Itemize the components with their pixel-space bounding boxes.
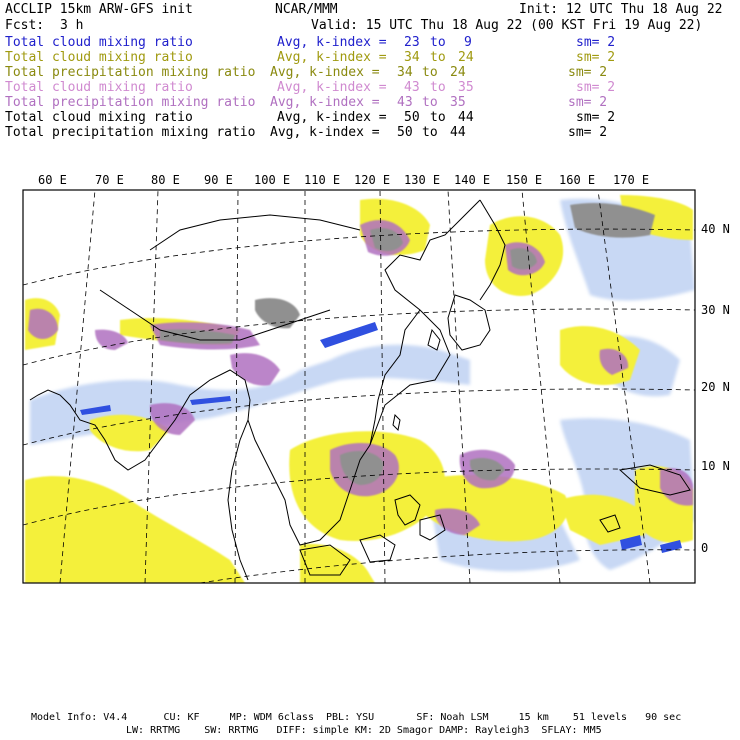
legend-k1: 34 (397, 65, 413, 80)
legend-sm: sm= 2 (568, 95, 608, 110)
legend-field: Total cloud mixing ratio (5, 110, 193, 125)
legend-to: to (430, 110, 446, 125)
lat-label: 10 N (701, 459, 730, 473)
legend-to: to (422, 95, 438, 110)
legend-k1: 23 (404, 35, 420, 50)
legend-k2: 35 (458, 80, 474, 95)
legend-k2: 44 (450, 125, 466, 140)
legend-sm: sm= 2 (568, 65, 608, 80)
latitude-labels (701, 222, 730, 555)
legend-k1: 34 (404, 50, 420, 65)
legend-avg: Avg, k-index = (270, 125, 380, 140)
fcst-value: 3 h (60, 18, 84, 33)
physics-info: LW: RRTMG SW: RRTMG DIFF: simple KM: 2D Smagor DAMP: Rayleigh3 SFLAY: MM5 (126, 725, 602, 736)
legend-to: to (430, 50, 446, 65)
lon-label: 80 E (151, 173, 180, 187)
lon-label: 170 E (613, 173, 650, 187)
model-title: ACCLIP 15km ARW-GFS init (5, 2, 193, 17)
legend-k2: 9 (464, 35, 472, 50)
lon-label: 160 E (559, 173, 596, 187)
legend-field: Total precipitation mixing ratio (5, 125, 256, 140)
lon-label: 130 E (404, 173, 441, 187)
legend-sm: sm= 2 (576, 50, 616, 65)
lat-label: 30 N (701, 303, 730, 317)
legend-to: to (430, 80, 446, 95)
lon-label: 60 E (38, 173, 67, 187)
lon-label: 90 E (204, 173, 233, 187)
legend-sm: sm= 2 (576, 80, 616, 95)
legend-avg: Avg, k-index = (270, 95, 380, 110)
legend-k1: 43 (397, 95, 413, 110)
valid-time: Valid: 15 UTC Thu 18 Aug 22 (00 KST Fri 19 Aug 22) (311, 18, 703, 33)
fcst-label: Fcst: (5, 18, 45, 33)
legend-avg: Avg, k-index = (277, 110, 387, 125)
legend-k2: 24 (450, 65, 466, 80)
legend-avg: Avg, k-index = (270, 65, 380, 80)
model-info: Model Info: V4.4 CU: KF MP: WDM 6class PBL: YSU SF: Noah LSM 15 km 51 levels 90 sec (31, 712, 682, 723)
lon-label: 150 E (506, 173, 543, 187)
legend-field: Total precipitation mixing ratio (5, 95, 256, 110)
legend-to: to (422, 125, 438, 140)
legend-k1: 50 (397, 125, 413, 140)
lon-label: 70 E (95, 173, 124, 187)
legend-k2: 24 (458, 50, 474, 65)
legend-k1: 50 (404, 110, 420, 125)
legend-sm: sm= 2 (576, 110, 616, 125)
legend-k2: 44 (458, 110, 474, 125)
legend-field: Total cloud mixing ratio (5, 35, 193, 50)
lon-label: 120 E (354, 173, 391, 187)
lon-label: 100 E (254, 173, 291, 187)
lat-label: 20 N (701, 380, 730, 394)
lat-label: 40 N (701, 222, 730, 236)
legend-sm: sm= 2 (576, 35, 616, 50)
lon-label: 140 E (454, 173, 491, 187)
legend-k2: 35 (450, 95, 466, 110)
org-label: NCAR/MMM (275, 2, 338, 17)
legend-avg: Avg, k-index = (277, 50, 387, 65)
lon-label: 110 E (304, 173, 341, 187)
legend-sm: sm= 2 (568, 125, 608, 140)
legend-to: to (430, 35, 446, 50)
legend-field: Total cloud mixing ratio (5, 50, 193, 65)
legend-to: to (422, 65, 438, 80)
lat-label: 0 (701, 541, 709, 555)
legend-k1: 43 (404, 80, 420, 95)
legend-avg: Avg, k-index = (277, 35, 387, 50)
legend-field: Total cloud mixing ratio (5, 80, 193, 95)
longitude-labels (38, 173, 649, 187)
legend-field: Total precipitation mixing ratio (5, 65, 256, 80)
legend-avg: Avg, k-index = (277, 80, 387, 95)
init-time: Init: 12 UTC Thu 18 Aug 22 (519, 2, 723, 17)
